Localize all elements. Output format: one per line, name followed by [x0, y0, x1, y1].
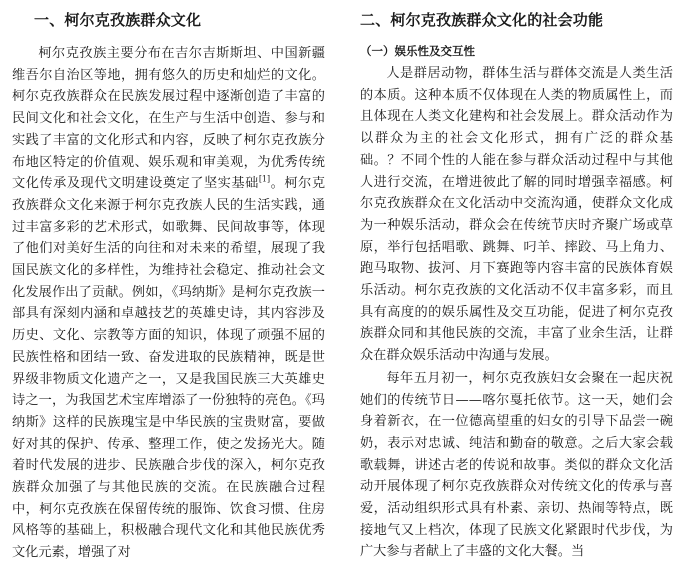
- citation-reference: [1]: [258, 174, 271, 184]
- paragraph-text-part-2: 。柯尔克孜族群众文化来源于柯尔克孜族人民的生活实践，通过丰富多彩的艺术形式，如歌舞、民间故事等，体现了他们对美好生活的向往和对未来的希望，展现了我国民族文化的多样性，为维持社会稳定、推动社会文化发展作出了贡献。例如，《玛纳斯》是柯尔克孜族一部具有深刻内涵和卓越技艺的英雄史诗，其内容涉及历史、文化、宗教等方面的知识，体现了顽强不屈的民族性格和团结一致、奋发进取的民族精神，既是世界级非物质文化遗产之一，又是我国民族三大英雄史诗之一，为我国艺术宝库增添了一份独特的亮色。《玛纳斯》这样的民族瑰宝是中华民族的宝贵财富，要做好对其的保护、传承、整理工作，使之发扬光大。随着时代发展的进步、民族融合步伐的深入，柯尔克孜族群众加强了与其他民族的交流。在民族融合过程中，柯尔克孜族在保留传统的服饰、饮食习惯、住房风格等的基础上，积极融合现代文化和其他民族优秀文化元素，增强了对: [12, 176, 326, 561]
- right-column: [360, 10, 673, 563]
- subsection-paragraph-2: 每年五月初一，柯尔克孜族妇女会聚在一起庆祝她们的传统节日——喀尔戛托依节。这一天，她们会身着新衣，在一位德高望重的妇女的引导下品尝一碗奶，表示对忠诚、纯洁和勤奋的敬意。之后大家会载歌载舞，讲述古老的传说和故事。类似的群众文化活动开展体现了柯尔克孜族群众对传统文化的传承与喜爱，活动组织形式具有朴素、亲切、热闹等特点，既接地气又上档次，体现了民族文化紧跟时代步伐，为广大参与者献上了丰盛的文化大餐。当: [360, 370, 673, 560]
- paragraph-text-part-1: 柯尔克孜族主要分布在吉尔吉斯斯坦、中国新疆维吾尔自治区等地，拥有悠久的历史和灿烂的文化。柯尔克孜族群众在民族发展过程中逐渐创造了丰富的民间文化和社会文化，在生产与生活中创造、参与和实践了丰富的文化形式和内容，反映了柯尔克孜族分布地区特定的价值观、娱乐观和审美观，为优秀传统文化传承及现代文明建设奠定了坚实基础: [12, 46, 325, 192]
- section-heading-2: 二、柯尔克孜族群众文化的社会功能: [360, 11, 604, 29]
- subsection-paragraph-1: 人是群居动物，群体生活与群体交流是人类生活的本质。这种本质不仅体现在人类的物质属性上，而且体现在人类文化建构和社会发展上。群众活动作为以群众为主的社会文化形式，拥有广泛的群众基础。？不同个性的人能在参与群众活动过程中与其他人进行交流，在增进彼此了解的同时增强幸福感。柯尔克孜族群众在文化活动中交流沟通，使群众文化成为一种娱乐活动，群众会在传统节庆时齐聚广场或草原，举行包括唱歌、跳舞、叼羊、摔跤、马上角力、跑马取物、拔河、月下赛跑等内容丰富的民族体育娱乐活动。柯尔克孜族的文化活动不仅丰富多彩，而且具有高度的的娱乐属性及交互功能，促进了柯尔克孜族群众同和其他民族的交流，丰富了业余生活，让群众在群众娱乐活动中沟通与发展。: [360, 66, 673, 364]
- left-column: [12, 10, 325, 564]
- section-1-paragraph: [12, 43, 325, 564]
- section-heading-1: 一、柯尔克孜族群众文化: [34, 11, 202, 29]
- subsection-heading: （一）娱乐性及交互性: [360, 44, 475, 58]
